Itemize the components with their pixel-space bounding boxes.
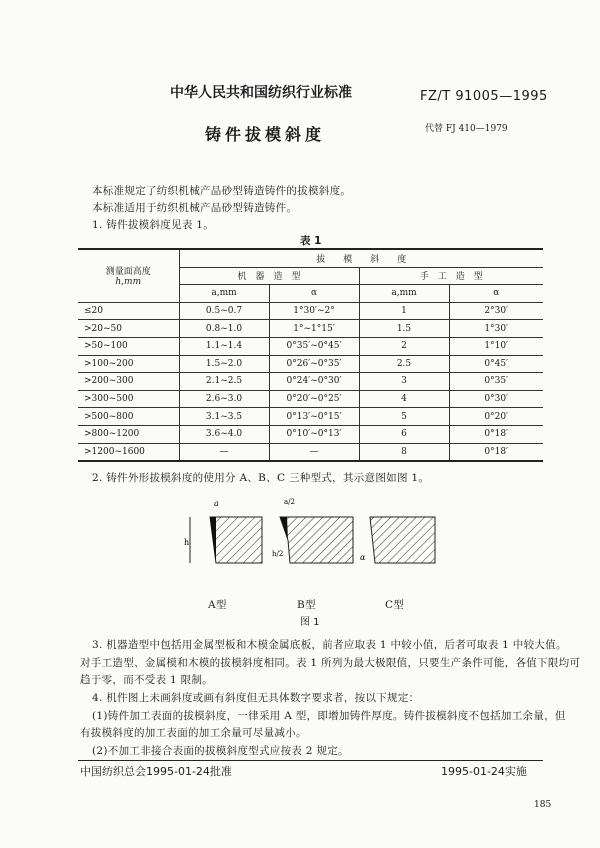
issuing-organization: 中华人民共和国纺织行业标准 <box>170 85 352 101</box>
table-cell: 0°10′~0°13′ <box>269 425 359 443</box>
standard-code: FZ/T 91005—1995 <box>420 89 548 104</box>
symbol-h: h <box>184 538 190 547</box>
table-row <box>78 443 543 461</box>
table-cell: 2.1~2.5 <box>179 373 269 391</box>
table-row <box>78 302 543 320</box>
table-row <box>78 425 543 443</box>
table-cell: 0.5~0.7 <box>179 302 269 320</box>
symbol-alpha: α <box>360 553 366 562</box>
draft-angle-header: 拔 模 斜 度 <box>179 249 543 267</box>
table-cell: 3.1~3.5 <box>179 408 269 426</box>
table-cell: 0.8~1.0 <box>179 320 269 338</box>
table-row <box>78 408 543 426</box>
table-cell: 8 <box>359 443 449 461</box>
table-cell: >300~500 <box>78 390 179 408</box>
table-cell: 1 <box>359 302 449 320</box>
intro-line: 本标准适用于纺织机械产品砂型铸造铸件。 <box>92 202 298 214</box>
table-cell: 3.6~4.0 <box>179 425 269 443</box>
table-cell: >1200~1600 <box>78 443 179 461</box>
symbol-a-half: a/2 <box>284 498 295 506</box>
table-cell: 2°30′ <box>449 302 543 320</box>
symbol-h-half: h/2 <box>272 550 284 558</box>
table-row <box>78 373 543 391</box>
footer-rule <box>78 760 543 761</box>
label-type-c: C型 <box>385 599 405 611</box>
table-cell: ≤20 <box>78 302 179 320</box>
table-cell: — <box>269 443 359 461</box>
table-cell: 0°45′ <box>449 355 543 373</box>
table-cell: — <box>179 443 269 461</box>
type-c-sketch <box>360 517 435 563</box>
table-row <box>78 390 543 408</box>
table-cell: 5 <box>359 408 449 426</box>
table-cell: 0°30′ <box>449 390 543 408</box>
table-cell: >20~50 <box>78 320 179 338</box>
draft-angle-table <box>78 248 543 462</box>
table-cell: >200~300 <box>78 373 179 391</box>
table-cell: 4 <box>359 390 449 408</box>
table-cell: 2.6~3.0 <box>179 390 269 408</box>
table-caption: 表 1 <box>300 235 322 247</box>
effective-date: 1995-01-24实施 <box>441 765 527 778</box>
replaces-note: 代替 FJ 410—1979 <box>425 124 508 134</box>
approval-date: 中国纺织总会1995-01-24批准 <box>80 765 232 778</box>
table-cell: 3 <box>359 373 449 391</box>
body-line: (2)不加工非接合表面的拔模斜度型式应按表 2 规定。 <box>92 745 349 757</box>
page-title: 铸件拔模斜度 <box>205 125 326 144</box>
symbol-a: a <box>214 499 219 508</box>
table-row <box>78 355 543 373</box>
table-cell: 0°13′~0°15′ <box>269 408 359 426</box>
table-cell: >50~100 <box>78 337 179 355</box>
table-cell: >500~800 <box>78 408 179 426</box>
body-line: 3. 机器造型中包括用金属型板和木模金属底板，前者应取表 1 中较小值，后者可取表 1 中较大值。 <box>92 639 567 651</box>
body-line: (1)铸件加工表面的拔模斜度，一律采用 A 型，即增加铸件厚度。铸件拔模斜度不包括加工余量，但 <box>92 710 566 722</box>
table-cell: 0°18′ <box>449 443 543 461</box>
table-cell: 1°10′ <box>449 337 543 355</box>
table-cell: 1.5 <box>359 320 449 338</box>
table-cell: 1°~1°15′ <box>269 320 359 338</box>
table-cell: 1°30′~2° <box>269 302 359 320</box>
manual-molding-header: 手 工 造 型 <box>359 267 543 285</box>
table-row <box>78 320 543 338</box>
col-alpha: α <box>269 285 359 303</box>
col-alpha: α <box>449 285 543 303</box>
table-cell: 0°35′ <box>449 373 543 391</box>
table-cell: 0°24′~0°30′ <box>269 373 359 391</box>
type-b-sketch <box>272 498 353 563</box>
table-cell: 2.5 <box>359 355 449 373</box>
intro-line: 本标准规定了纺织机械产品砂型铸造铸件的拔模斜度。 <box>92 185 352 197</box>
table-cell: >800~1200 <box>78 425 179 443</box>
machine-molding-header: 机 器 造 型 <box>179 267 359 285</box>
label-type-a: A型 <box>208 599 227 611</box>
table-cell: 0°35′~0°45′ <box>269 337 359 355</box>
item-2: 2. 铸件外形拔模斜度的使用分 A、B、C 三种型式，其示意图如图 1。 <box>92 472 430 484</box>
body-line: 4. 机件图上未画斜度或画有斜度但无具体数字要求者，按以下规定： <box>92 692 420 704</box>
table-cell: 6 <box>359 425 449 443</box>
table-row <box>78 337 543 355</box>
table-cell: 1.1~1.4 <box>179 337 269 355</box>
col-a-mm: a,mm <box>359 285 449 303</box>
table-cell: 2 <box>359 337 449 355</box>
page-number: 185 <box>534 800 552 810</box>
type-a-sketch <box>184 499 262 563</box>
body-line: 有拔模斜度的加工表面的加工余量可尽量减小。 <box>80 727 307 739</box>
figure-1-diagram <box>180 490 440 590</box>
table-cell: 0°18′ <box>449 425 543 443</box>
body-line: 趋于零，而不受表 1 限制。 <box>80 674 214 686</box>
height-header: 测量面高度 h,mm <box>78 249 179 302</box>
figure-caption: 图 1 <box>300 617 320 628</box>
intro-line: 1. 铸件拔模斜度见表 1。 <box>92 219 215 231</box>
label-type-b: B型 <box>297 599 316 611</box>
table-cell: >100~200 <box>78 355 179 373</box>
col-a-mm: a,mm <box>179 285 269 303</box>
table-cell: 0°20′~0°25′ <box>269 390 359 408</box>
table-cell: 0°26′~0°35′ <box>269 355 359 373</box>
table-cell: 1.5~2.0 <box>179 355 269 373</box>
table-cell: 0°20′ <box>449 408 543 426</box>
body-line: 对手工造型、金属模和木模的拔模斜度相同。表 1 所列为最大极限值，只要生产条件可能，各值下限均可 <box>80 657 581 669</box>
table-cell: 1°30′ <box>449 320 543 338</box>
